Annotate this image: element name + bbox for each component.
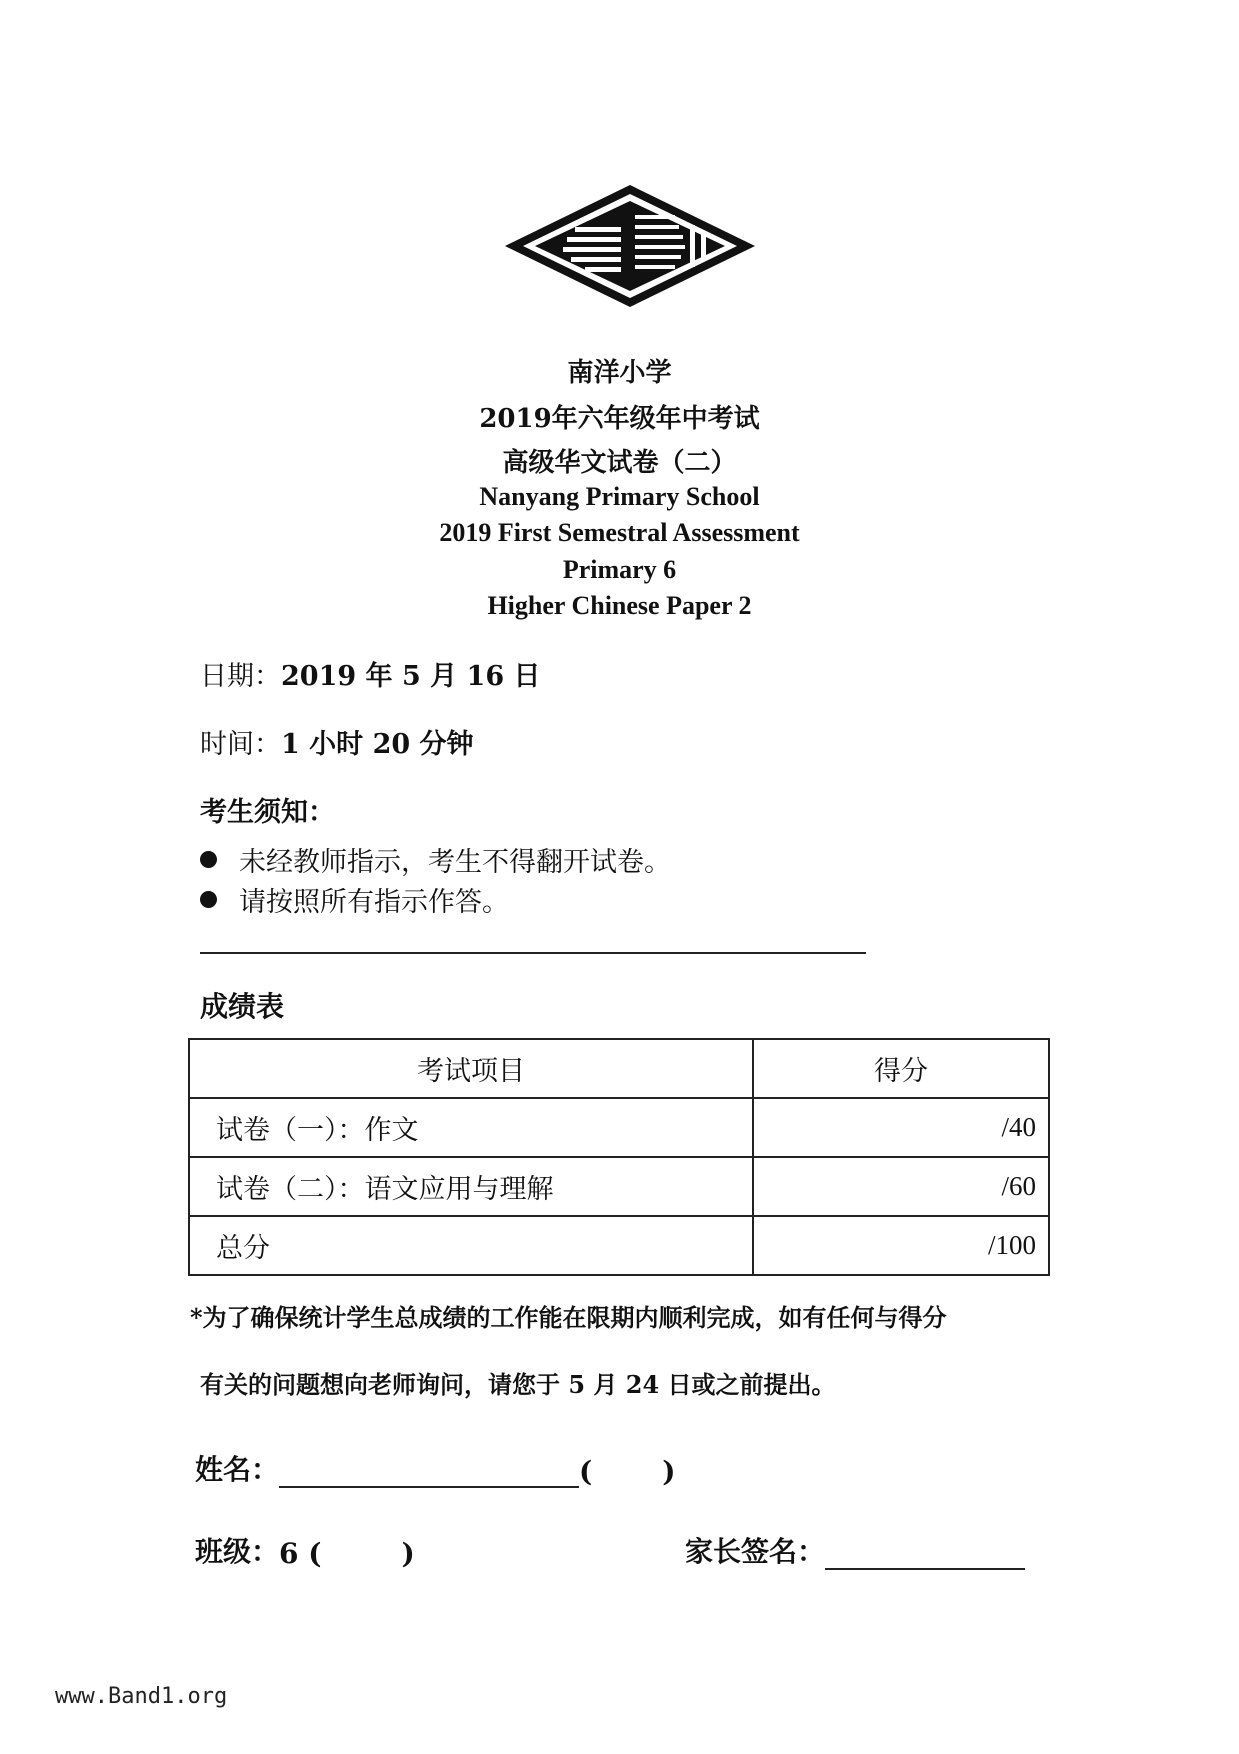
row-score: /100 <box>753 1216 1049 1275</box>
row-item: 试卷（二）：语文应用与理解 <box>189 1157 753 1216</box>
instruction-text: 请按照所有指示作答。 <box>239 887 509 918</box>
class-close: ) <box>401 1537 415 1570</box>
watermark-url: www.Band1.org <box>55 1684 228 1709</box>
score-table-title: 成绩表 <box>200 990 285 1023</box>
date-label: 日期： <box>200 661 281 692</box>
time-label: 时间： <box>200 729 281 760</box>
row-item: 总分 <box>189 1216 753 1275</box>
row-score: /40 <box>753 1098 1049 1157</box>
table-row <box>189 1157 1049 1216</box>
class-field <box>195 1530 415 1570</box>
paren-open: ( <box>579 1455 593 1488</box>
class-value: 6 ( <box>279 1537 322 1570</box>
parent-signature-field <box>685 1530 1025 1570</box>
instructions-title: 考生须知： <box>200 797 335 828</box>
note-line-1: *为了确保统计学生总成绩的工作能在限期内顺利完成，如有任何与得分 <box>190 1303 947 1332</box>
header-score: 得分 <box>753 1039 1049 1098</box>
school-name-en: Nanyang Primary School <box>479 482 760 511</box>
class-label: 班级： <box>195 1535 280 1568</box>
score-table <box>188 1038 1050 1276</box>
name-label: 姓名： <box>195 1453 280 1486</box>
note-line-2: 有关的问题想向老师询问，请您于 5 月 24 日或之前提出。 <box>200 1370 836 1399</box>
exam-duration <box>200 722 474 761</box>
date-value: 2019 年 5 月 16 日 <box>281 661 541 692</box>
time-value: 1 小时 20 分钟 <box>281 729 474 760</box>
level-en: Primary 6 <box>562 555 677 584</box>
header-item: 考试项目 <box>189 1039 753 1098</box>
row-item: 试卷（一）：作文 <box>189 1098 753 1157</box>
divider <box>200 952 866 954</box>
table-header-row <box>189 1039 1049 1098</box>
paper-title-en: Higher Chinese Paper 2 <box>487 591 752 620</box>
instruction-item <box>200 880 509 919</box>
parent-signature-line[interactable] <box>825 1538 1025 1570</box>
name-input-line[interactable] <box>279 1456 579 1488</box>
row-score: /60 <box>753 1157 1049 1216</box>
table-row <box>189 1098 1049 1157</box>
bullet-icon <box>200 891 217 908</box>
exam-title-cn: 2019年六年级年中考试 <box>479 404 760 434</box>
exam-date <box>200 654 541 693</box>
paren-close: ) <box>662 1455 676 1488</box>
school-name-cn: 南洋小学 <box>567 358 672 388</box>
parent-signature-label: 家长签名： <box>685 1535 826 1568</box>
instruction-text: 未经教师指示，考生不得翻开试卷。 <box>239 847 671 878</box>
school-logo <box>505 185 755 307</box>
instruction-item <box>200 840 671 879</box>
table-row <box>189 1216 1049 1275</box>
name-field <box>195 1448 676 1488</box>
paper-title-cn: 高级华文试卷（二） <box>502 448 737 478</box>
exam-title-en: 2019 First Semestral Assessment <box>439 518 800 547</box>
bullet-icon <box>200 851 217 868</box>
